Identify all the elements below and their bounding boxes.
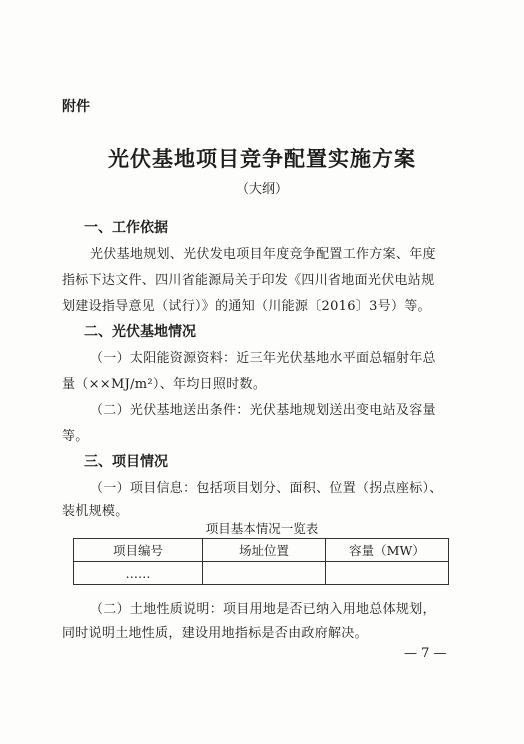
paragraph-line: 装机规模。 — [62, 504, 129, 519]
document-subtitle: （大纲） — [235, 182, 288, 197]
paragraph-line: 划建设指导意见（试行）》的通知（川能源〔2016〕3号）等。 — [62, 299, 431, 314]
table-caption: 项目基本情况一览表 — [205, 521, 319, 536]
document-title: 光伏基地项目竞争配置实施方案 — [108, 147, 416, 171]
paragraph-line: （二）土地性质说明：项目用地是否已纳入用地总体规划， — [90, 602, 436, 617]
paragraph-line: 光伏基地规划、光伏发电项目年度竞争配置工作方案、年度 — [90, 247, 436, 262]
paragraph-line: 量（××MJ/m²）、年均日照时数。 — [62, 377, 267, 392]
table-cell: …… — [74, 562, 203, 585]
paragraph-line: （一）太阳能资源资料：近三年光伏基地水平面总辐射年总 — [90, 351, 436, 366]
table-row — [74, 562, 449, 585]
section-heading-project: 三、项目情况 — [84, 454, 168, 470]
paragraph-line: （二）光伏基地送出条件：光伏基地规划送出变电站及容量 — [90, 403, 436, 418]
page-number: — 7 — — [404, 646, 447, 661]
table-cell — [326, 562, 449, 585]
table-header-cell: 项目编号 — [74, 539, 203, 562]
attachment-label: 附件 — [62, 99, 90, 115]
section-heading-base-status: 二、光伏基地情况 — [84, 324, 196, 340]
paragraph-line: 等。 — [62, 429, 89, 444]
table-cell — [203, 562, 326, 585]
paragraph-line: 同时说明土地性质，建设用地指标是否由政府解决。 — [62, 626, 368, 641]
table-header-cell: 容量（MW） — [326, 539, 449, 562]
project-info-table — [73, 538, 449, 585]
table-header-row — [74, 539, 449, 562]
table-header-cell: 场址位置 — [203, 539, 326, 562]
section-heading-basis: 一、工作依据 — [84, 220, 168, 236]
paragraph-line: 指标下达文件、四川省能源局关于印发《四川省地面光伏电站规 — [62, 273, 435, 288]
paragraph-line: （一）项目信息：包括项目划分、面积、位置（拐点座标）、 — [90, 481, 443, 496]
